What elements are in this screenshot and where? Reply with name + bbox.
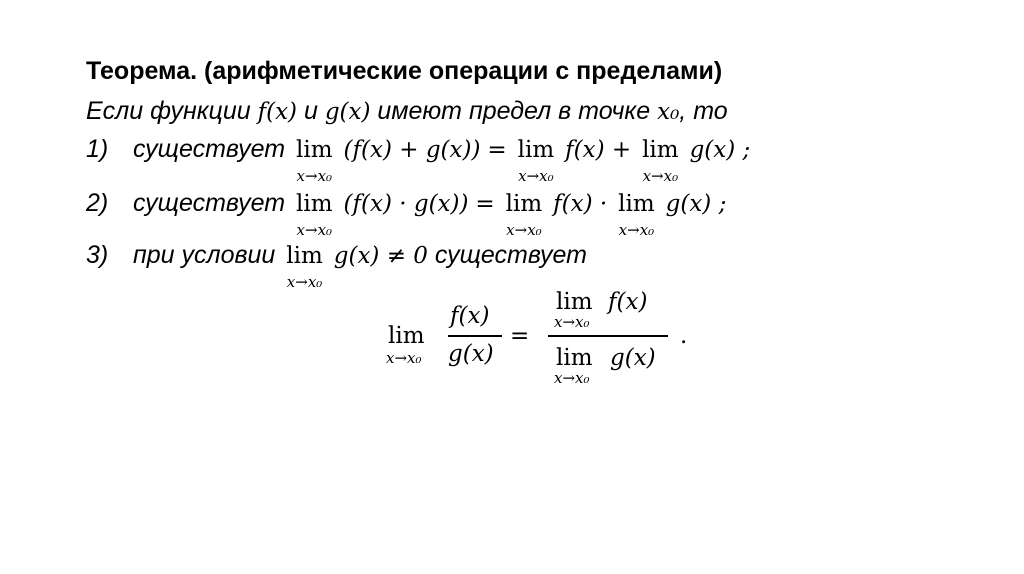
item-2-number: 2) (86, 189, 109, 217)
limit-operator: lim x→x₀ (517, 137, 555, 185)
item-2-expr-left: (f(x) · g(x)) (343, 191, 469, 217)
final-rnum-expr: f(x) (608, 289, 648, 315)
item-1-term1: f(x) + (565, 137, 632, 163)
item-1-term2: g(x) ; (689, 137, 751, 163)
item-1 (86, 134, 751, 185)
item-2 (86, 188, 727, 239)
intro-f: f(x) (257, 99, 298, 125)
item-1-number: 1) (86, 135, 109, 163)
item-1-expr-left: (f(x) + g(x)) (343, 137, 481, 163)
item-3 (86, 240, 588, 291)
final-fraction-bar (448, 335, 502, 337)
final-rden-sub: x→x₀ (554, 369, 590, 387)
item-3-condition: g(x) ≠ 0 (333, 243, 428, 269)
final-lim-word: lim (388, 323, 425, 349)
intro-point: x₀ (657, 99, 680, 125)
limit-operator: lim x→x₀ (618, 191, 655, 239)
item-2-equals: = (475, 191, 495, 217)
item-2-text: существует (132, 189, 286, 217)
item-3-number: 3) (86, 241, 109, 269)
limit-operator: lim x→x₀ (296, 191, 333, 239)
limit-operator: lim x→x₀ (286, 243, 323, 291)
intro-g: g(x) (324, 99, 371, 125)
item-3-text-after: существует (434, 241, 588, 269)
theorem-title: Теорема. (арифметические операции с пределами) (86, 57, 723, 85)
item-1-text: существует (132, 135, 286, 163)
intro-text-mid: имеют предел в точке (377, 97, 651, 125)
final-rden-expr: g(x) (610, 345, 656, 371)
item-1-equals: = (487, 137, 507, 163)
final-denominator: g(x) (448, 341, 494, 367)
intro-text-start: Если функции (86, 97, 251, 125)
final-numerator: f(x) (450, 303, 490, 329)
limit-operator: lim x→x₀ (505, 191, 543, 239)
final-rden-lim: lim (556, 345, 593, 371)
item-2-term2: g(x) ; (665, 191, 727, 217)
final-rnum-sub: x→x₀ (554, 313, 590, 331)
final-right-fraction-bar (548, 335, 668, 337)
final-equals: = (510, 323, 530, 349)
theorem-intro (86, 96, 728, 127)
intro-text-end: , то (679, 97, 728, 125)
intro-and: и (303, 97, 318, 125)
item-2-term1: f(x) · (553, 191, 608, 217)
final-period: . (680, 323, 688, 349)
limit-operator: lim x→x₀ (296, 137, 333, 185)
final-formula (388, 285, 708, 395)
limit-operator: lim x→x₀ (642, 137, 679, 185)
item-3-text: при условии (132, 241, 276, 269)
final-lim-sub: x→x₀ (386, 349, 422, 367)
final-rnum-lim: lim (556, 289, 593, 315)
